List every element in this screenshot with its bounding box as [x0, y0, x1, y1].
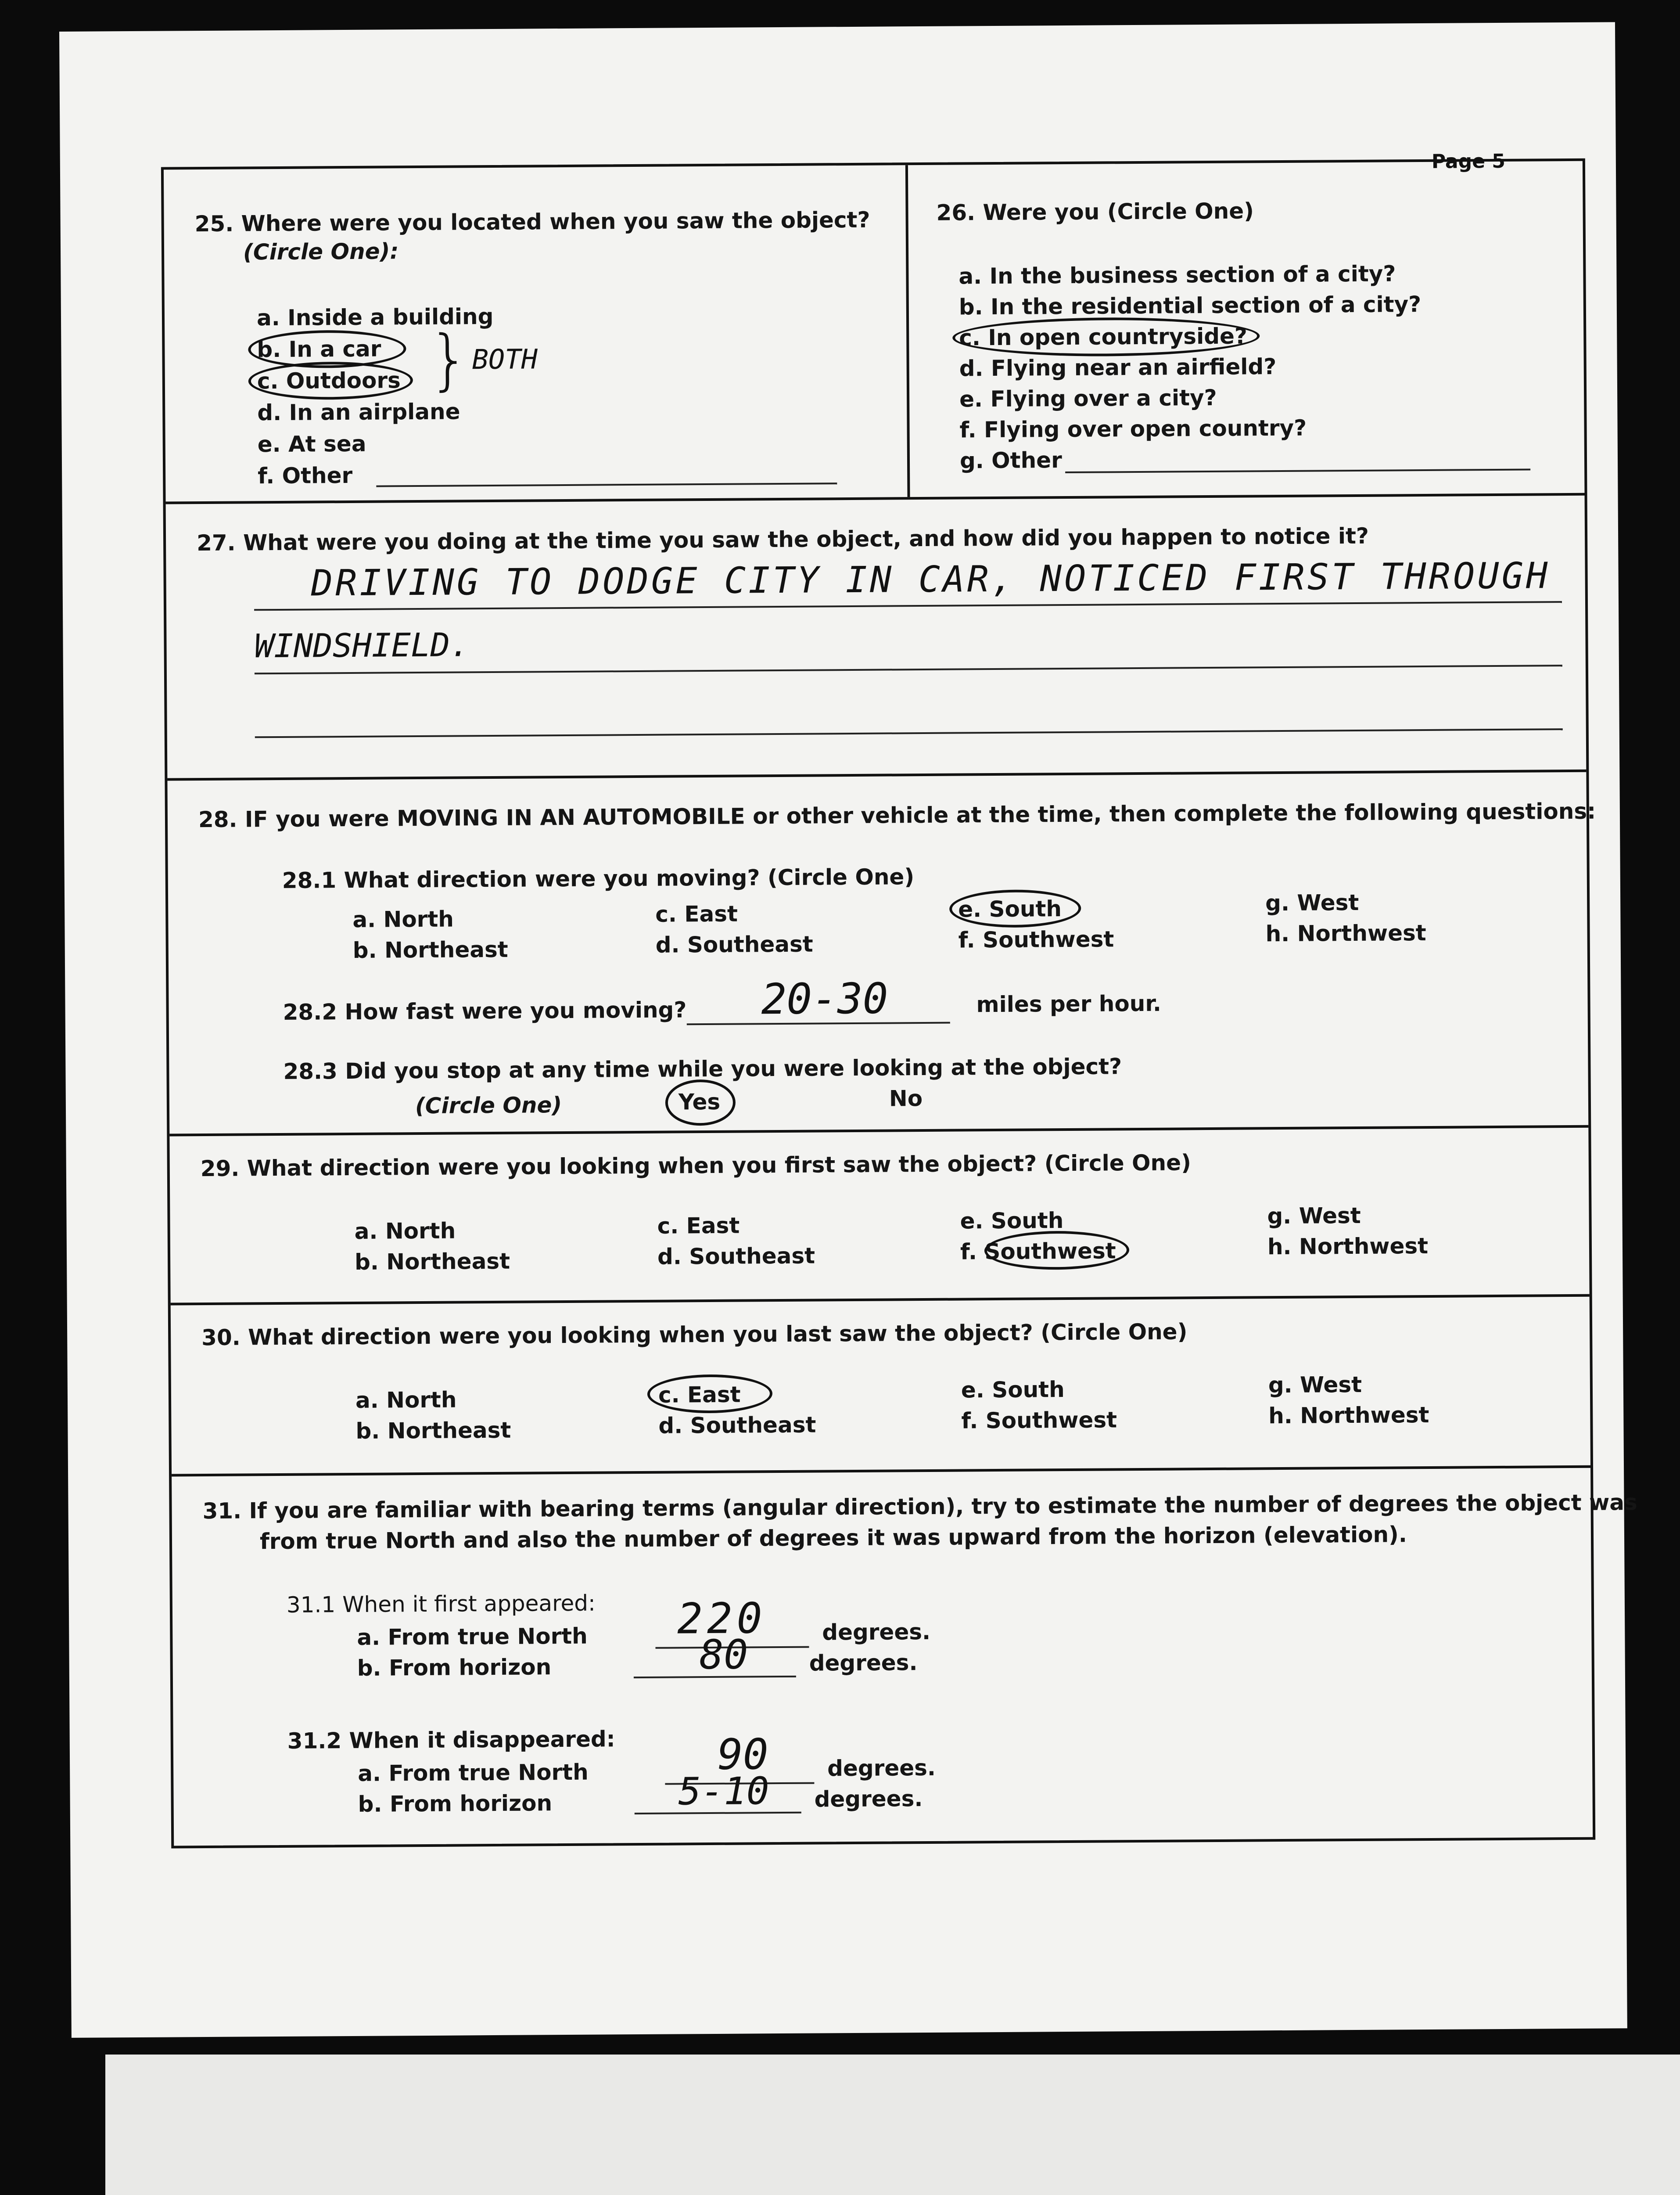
- q25-circle-c: [248, 361, 413, 400]
- questionnaire-form: [161, 158, 1638, 1849]
- q29-dir-g: g. West: [1267, 1202, 1361, 1229]
- q25-option-e: e. At sea: [257, 431, 366, 457]
- q25-option-c: c. Outdoors: [257, 367, 401, 394]
- q25-instruction: (Circle One):: [243, 238, 399, 265]
- q29-question: 29. What direction were you looking when you first saw the object? (Circle One): [200, 1150, 1192, 1182]
- q25-option-f: f. Other: [258, 462, 353, 489]
- q31-1-north-value: 220: [677, 1594, 767, 1644]
- q31-2-horizon-value: 5-10: [678, 1769, 769, 1814]
- q27-answer-rule-3: [255, 728, 1563, 738]
- q28-3-yes: Yes: [678, 1089, 721, 1115]
- q28-question: 28. IF you were MOVING IN AN AUTOMOBILE or other vehicle at the time, then complete the following questions:: [198, 798, 1596, 833]
- q29-dir-b: b. Northeast: [354, 1248, 510, 1275]
- q25-question: 25. Where were you located when you saw the object?: [194, 207, 870, 237]
- q31-2-horizon-line: [635, 1812, 801, 1814]
- section-25-26: [164, 161, 1585, 504]
- q26-option-c: c. In open countryside?: [959, 323, 1248, 351]
- q31-2-label: 31.2 When it disappeared:: [287, 1726, 615, 1754]
- q30-dir-e: e. South: [961, 1377, 1065, 1403]
- q28-1-question: 28.1 What direction were you moving? (Circle One): [282, 864, 915, 893]
- q26-option-e: e. Flying over a city?: [959, 385, 1217, 412]
- q25-option-a: a. Inside a building: [256, 303, 494, 331]
- q26-question: 26. Were you (Circle One): [936, 198, 1254, 226]
- document-page: [59, 22, 1638, 2038]
- section-27: [166, 496, 1587, 781]
- q28-dir-e: e. South: [958, 896, 1062, 922]
- q31-1-horizon-label: b. From horizon: [357, 1654, 552, 1681]
- q31-2-horizon-label: b. From horizon: [358, 1790, 553, 1817]
- q25-option-b: b. In a car: [257, 336, 381, 363]
- q28-dir-f: f. Southwest: [958, 926, 1114, 953]
- underlying-page: [105, 2055, 1680, 2195]
- q30-dir-g: g. West: [1268, 1371, 1362, 1398]
- q29-dir-f: f. Southwest: [960, 1238, 1116, 1265]
- q31-question-line1: 31. If you are familiar with bearing terms (angular direction), try to estimate the number of degrees the object was: [202, 1490, 1638, 1524]
- column-divider: [905, 165, 910, 497]
- q25-option-d: d. In an airplane: [257, 399, 460, 426]
- q25-brace: }: [428, 321, 470, 398]
- q31-2-north-value: 90: [717, 1730, 768, 1779]
- q30-question: 30. What direction were you looking when you last saw the object? (Circle One): [201, 1319, 1188, 1351]
- q28-2-answer-line: [687, 1022, 950, 1026]
- q28-2-unit: miles per hour.: [976, 990, 1162, 1018]
- q29-dir-c: c. East: [657, 1213, 740, 1239]
- q29-dir-e: e. South: [960, 1208, 1064, 1234]
- q28-2-question: 28.2 How fast were you moving?: [283, 997, 687, 1025]
- q29-dir-a: a. North: [354, 1218, 456, 1244]
- q26-other-line: [1065, 469, 1530, 473]
- q29-circle-southwest: [984, 1231, 1130, 1270]
- q31-question-line2: from true North and also the number of degrees it was upward from the horizon (elevation).: [259, 1522, 1407, 1554]
- q27-answer-rule-2: [255, 665, 1562, 674]
- q25-handwritten-note: BOTH: [472, 343, 538, 376]
- q25-other-line: [376, 482, 837, 487]
- q31-2-horizon-unit: degrees.: [814, 1786, 923, 1812]
- q28-dir-a: a. North: [352, 906, 454, 932]
- q28-dir-b: b. Northeast: [352, 936, 508, 963]
- page-number: Page 5: [1431, 150, 1506, 173]
- q27-answer-line1: DRIVING TO DODGE CITY IN CAR, NOTICED FIRST THROUGH: [311, 555, 1551, 605]
- section-28: [167, 772, 1596, 1137]
- q29-dir-d: d. Southeast: [657, 1243, 815, 1270]
- q28-dir-d: d. Southeast: [655, 931, 813, 958]
- q28-dir-c: c. East: [655, 901, 738, 927]
- q28-3-circle-yes: [665, 1080, 736, 1126]
- q26-option-g: g. Other: [959, 447, 1062, 474]
- q26-option-a: a. In the business section of a city?: [958, 261, 1396, 289]
- q27-answer-line2: WINDSHIELD.: [254, 626, 470, 666]
- q26-option-b: b. In the residential section of a city?: [958, 291, 1422, 320]
- q28-dir-h: h. Northwest: [1265, 920, 1426, 947]
- q30-circle-east: [647, 1374, 773, 1414]
- q28-3-question: 28.3 Did you stop at any time while you were looking at the object?: [283, 1054, 1122, 1084]
- q30-dir-h: h. Northwest: [1268, 1402, 1429, 1429]
- q30-dir-a: a. North: [355, 1387, 457, 1413]
- q30-dir-d: d. Southeast: [658, 1412, 816, 1439]
- q31-1-north-unit: degrees.: [822, 1619, 931, 1645]
- q28-3-no: No: [889, 1086, 923, 1112]
- q31-1-north-label: a. From true North: [357, 1623, 588, 1650]
- q31-2-north-unit: degrees.: [827, 1755, 936, 1781]
- q30-dir-f: f. Southwest: [961, 1407, 1117, 1434]
- q26-option-f: f. Flying over open country?: [959, 415, 1307, 443]
- section-30: [171, 1297, 1590, 1477]
- q31-1-label: 31.1 When it first appeared:: [286, 1590, 596, 1618]
- q28-3-instruction: (Circle One): [415, 1092, 562, 1119]
- section-31: [172, 1468, 1638, 1851]
- q30-dir-c: c. East: [658, 1382, 741, 1408]
- q31-1-horizon-value: 80: [699, 1631, 748, 1679]
- q30-dir-b: b. Northeast: [355, 1417, 511, 1444]
- q26-circle-c: [952, 317, 1260, 357]
- q26-option-d: d. Flying near an airfield?: [959, 354, 1277, 381]
- q31-2-north-label: a. From true North: [358, 1759, 589, 1786]
- q29-dir-h: h. Northwest: [1267, 1233, 1429, 1260]
- q28-dir-g: g. West: [1265, 889, 1359, 916]
- q28-circle-south: [949, 889, 1081, 928]
- section-29: [169, 1128, 1589, 1306]
- q27-question: 27. What were you doing at the time you saw the object, and how did you happen to notice it?: [196, 523, 1369, 556]
- q28-2-answer: 20-30: [761, 974, 888, 1024]
- q31-1-horizon-unit: degrees.: [809, 1650, 918, 1676]
